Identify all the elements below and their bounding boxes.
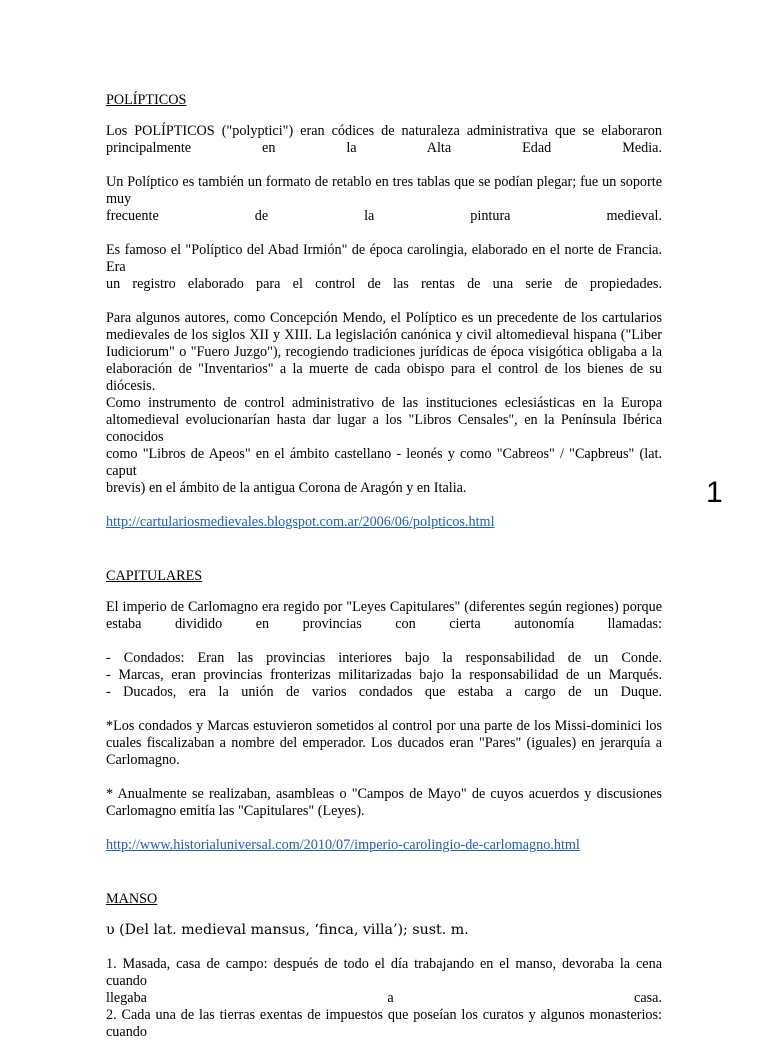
section-heading-manso: MANSO (106, 891, 158, 907)
text-line: * Anualmente se realizaban, asambleas o "Campos de Mayo" de cuyos acuerdos y discusiones (106, 786, 662, 802)
text-line: estaba dividido en provincias con cierta autonomía llamadas: (106, 616, 662, 632)
text-line: Un Políptico es también un formato de retablo en tres tablas que se podían plegar; fue un soporte muy (106, 174, 662, 207)
list-item: llegaba a casa. (106, 990, 662, 1006)
text-line: Los POLÍPTICOS ("polyptici") eran códices de naturaleza administrativa que se elaboraron (106, 123, 662, 139)
capitulares-source-link[interactable]: http://www.historialuniversal.com/2010/07/imperio-carolingio-de-carlomagno.html (106, 837, 580, 853)
paragraph (106, 599, 662, 633)
text-line: un registro elaborado para el control de las rentas de una serie de propiedades. (106, 276, 662, 292)
section-heading-capitulares: CAPITULARES (106, 568, 203, 584)
text-line: Iudiciorum" o "Fuero Juzgo"), recogiendo tradiciones jurídicas de época visigótica obligaba a la (106, 344, 662, 360)
paragraph (106, 718, 662, 769)
text-line: Carlomagno. (106, 752, 180, 768)
definition-line (106, 922, 662, 939)
paragraph (106, 786, 662, 820)
paragraph (106, 310, 662, 497)
text-line: como "Libros de Apeos" en el ámbito castellano - leonés y como "Cabreos" / "Capbreus" (lat. caput (106, 446, 662, 479)
text-line: altomedieval evolucionarían hasta dar lugar a los "Libros Censales", en la Península Ibérica conocidos (106, 412, 662, 445)
list-item: 1. Masada, casa de campo: después de todo el día trabajando en el manso, devoraba la cena cuando (106, 956, 662, 989)
document-page (106, 92, 662, 1058)
text-line: Es famoso el "Políptico del Abad Irmión" de época carolingia, elaborado en el norte de Francia. Era (106, 242, 662, 275)
text-line: Para algunos autores, como Concepción Mendo, el Políptico es un precedente de los cartularios (106, 310, 662, 326)
text-line: El imperio de Carlomagno era regido por "Leyes Capitulares" (diferentes según regiones) porque (106, 599, 662, 615)
text-line: frecuente de la pintura medieval. (106, 208, 662, 224)
list-item: - Ducados, era la unión de varios condados que estaba a cargo de un Duque. (106, 684, 662, 700)
text-line: Como instrumento de control administrativo de las instituciones eclesiásticas en la Europa (106, 395, 662, 411)
text-line: medievales de los siglos XII y XIII. La legislación canónica y civil altomedieval hispana ("Liber (106, 327, 662, 343)
section-heading-polipticos: POLÍPTICOS (106, 92, 187, 108)
text-line: brevis) en el ámbito de la antigua Corona de Aragón y en Italia. (106, 480, 467, 496)
province-list (106, 650, 662, 701)
definition-list (106, 956, 662, 1041)
polipticos-source-link[interactable]: http://cartulariosmedievales.blogspot.com.ar/2006/06/polpticos.html (106, 514, 495, 530)
paragraph (106, 242, 662, 293)
text-line: Carlomagno emitía las "Capitulares" (Leyes). (106, 803, 365, 819)
text-line: υ (Del lat. medieval mansus, ‘finca, villa’); sust. m. (106, 922, 469, 938)
list-item: 2. Cada una de las tierras exentas de impuestos que poseían los curatos y algunos monasterios: cuando (106, 1007, 662, 1040)
paragraph (106, 123, 662, 157)
list-item: - Marcas, eran provincias fronterizas militarizadas bajo la responsabilidad de un Marqués. (106, 667, 662, 683)
page-number: 1 (706, 476, 723, 509)
text-line: *Los condados y Marcas estuvieron sometidos al control por una parte de los Missi-dominici los (106, 718, 662, 734)
text-line: principalmente en la Alta Edad Media. (106, 140, 662, 156)
text-line: elaboración de "Inventarios" a la muerte de cada obispo para el control de los bienes de su diócesis. (106, 361, 662, 394)
list-item: - Condados: Eran las provincias interiores bajo la responsabilidad de un Conde. (106, 650, 662, 666)
paragraph (106, 174, 662, 225)
text-line: cuales fiscalizaban a nombre del emperador. Los ducados eran "Pares" (iguales) en jerarquía a (106, 735, 662, 751)
